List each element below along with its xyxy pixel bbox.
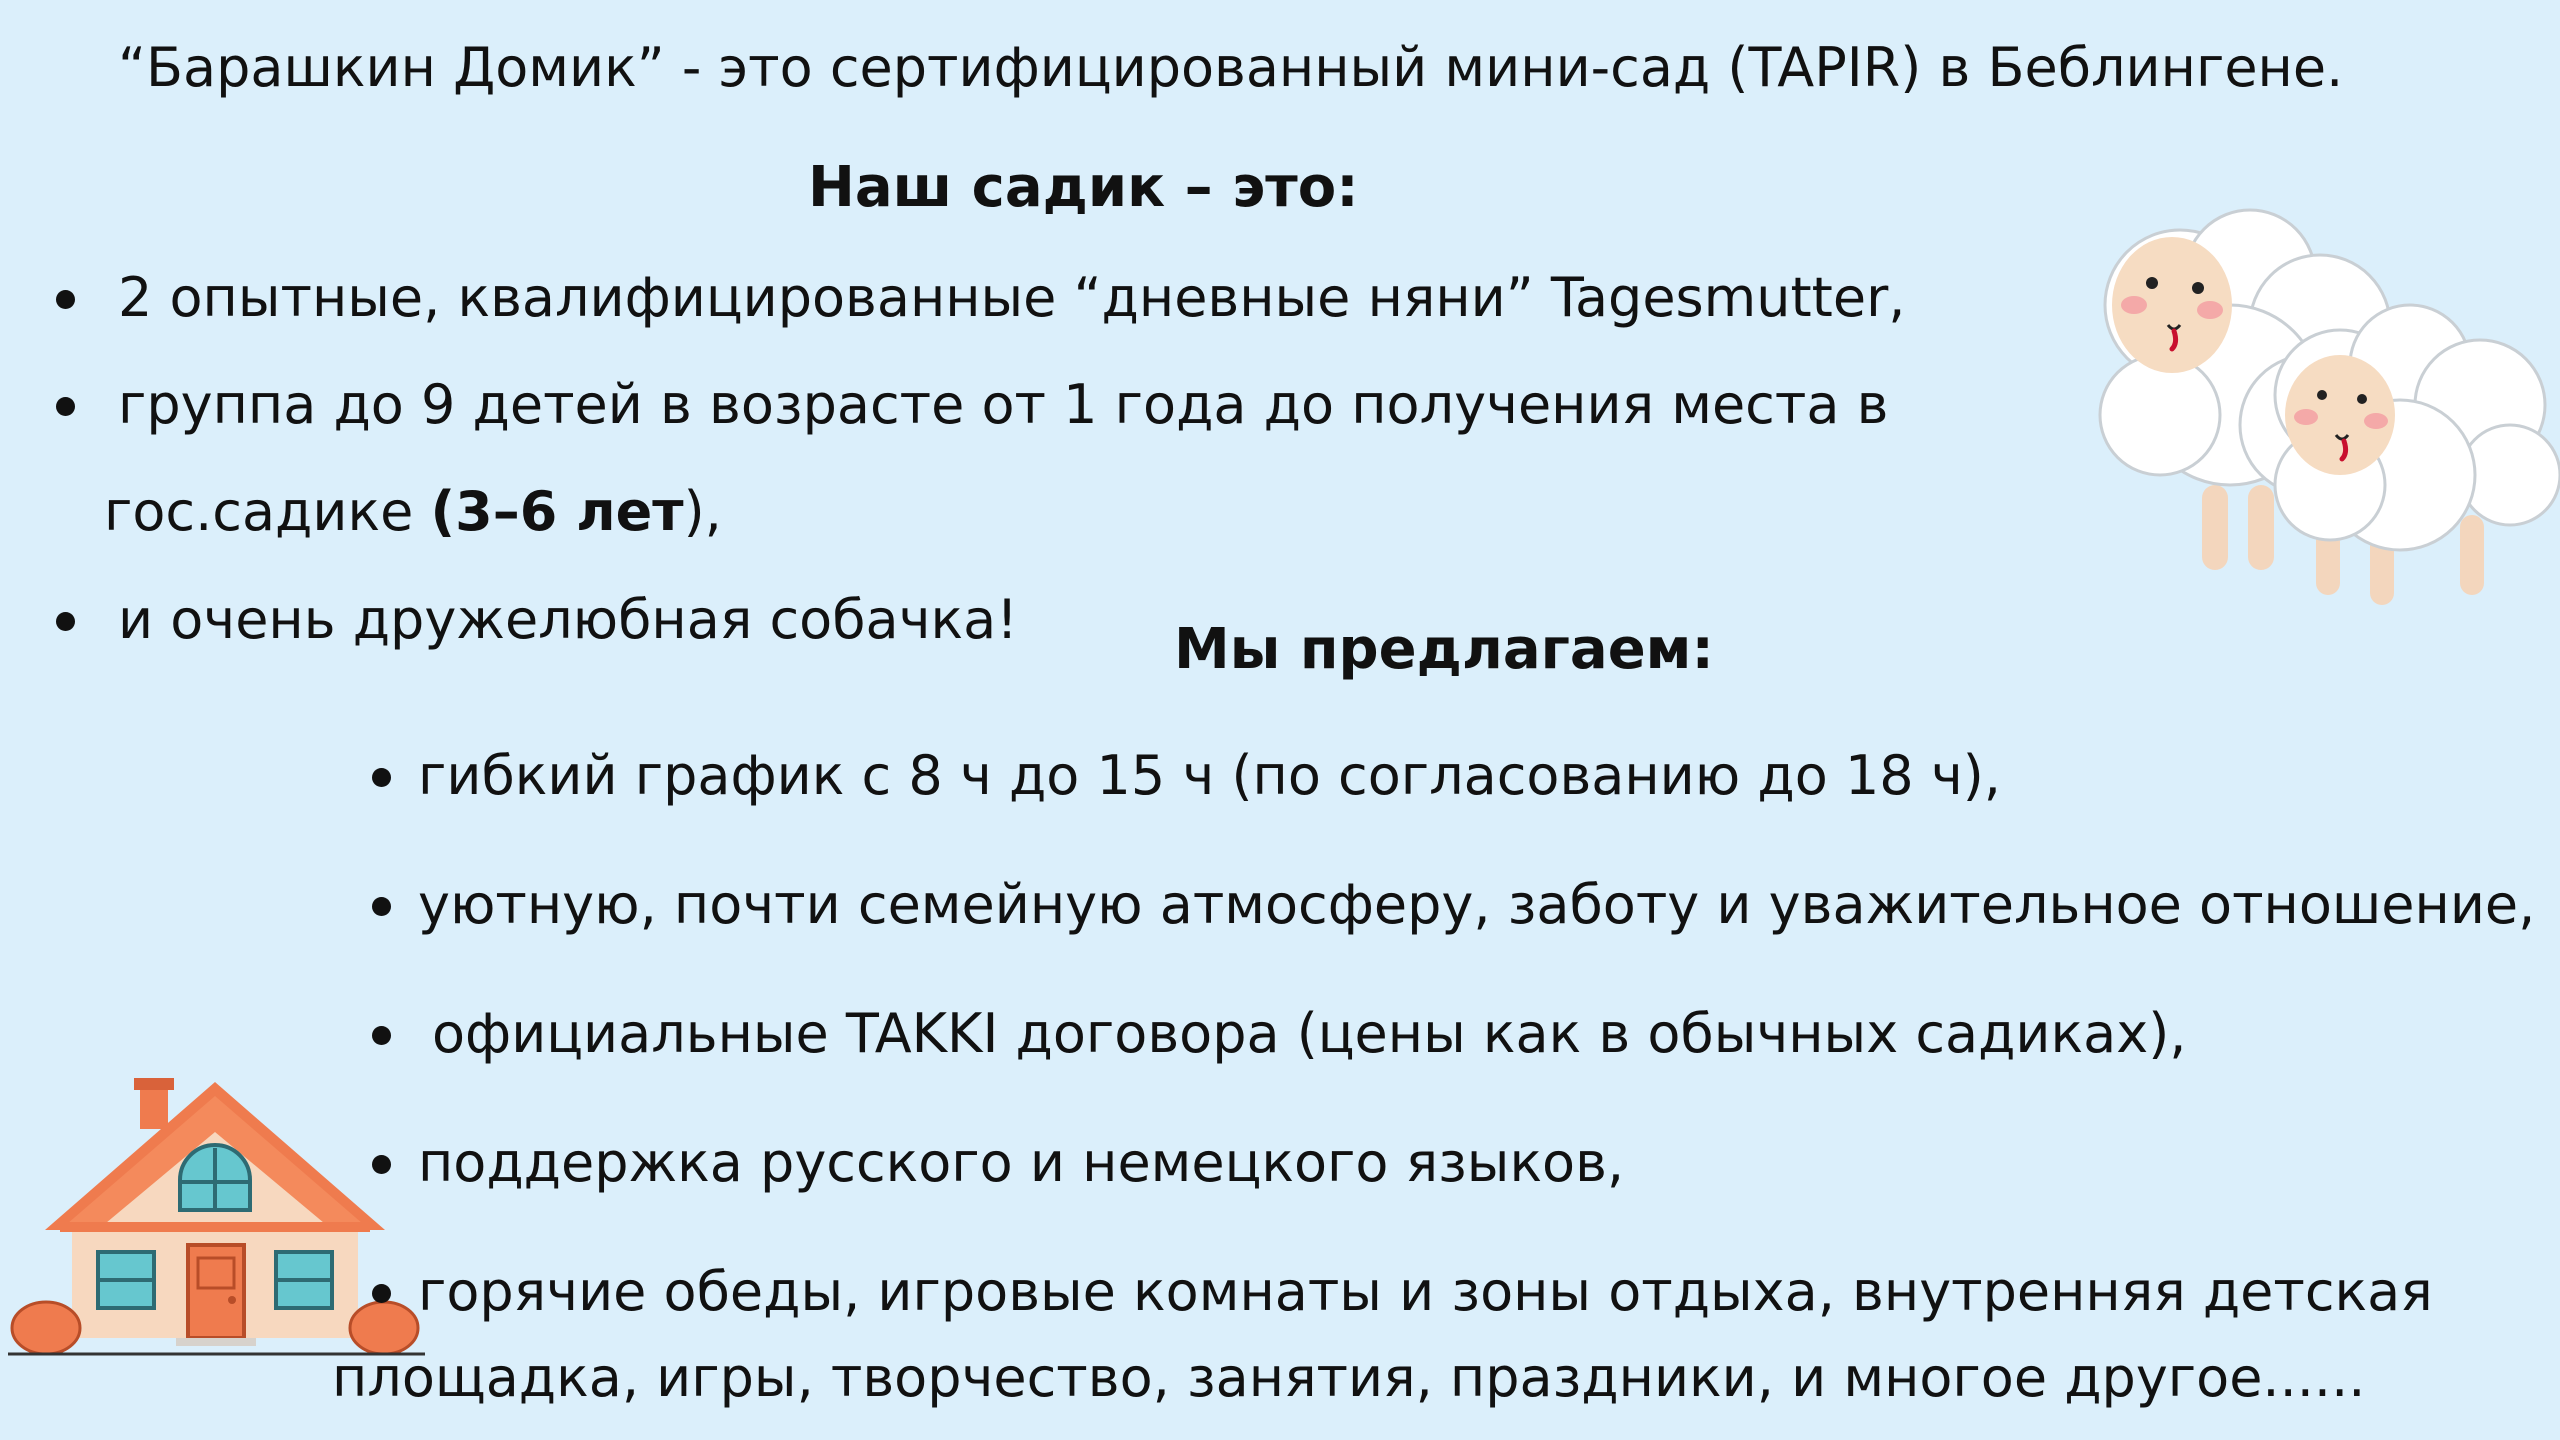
about-item-2-age-range: (3–6 лет [430,480,684,543]
bullet-marker [372,768,391,787]
bullet-marker [372,1284,391,1303]
about-item-2-line-2 [104,482,722,542]
offer-item-5: горячие обеды, игровые комнаты и зоны отдыха, внутренняя детская [418,1260,2433,1323]
about-item-2-line-1: группа до 9 детей в возрасте от 1 года до получения места в [118,373,1889,436]
offer-item-4: поддержка русского и немецкого языков, [418,1131,1625,1194]
bullet-marker [56,397,75,416]
bullet-marker [56,612,75,631]
about-item-2-suffix: ), [683,480,722,543]
sheep-pair-illustration [2070,185,2560,615]
offer-item-3: официальные TAKKI договора (цены как в обычных садиках), [432,1002,2187,1065]
offer-heading: Мы предлагаем: [1174,617,1714,682]
bullet-marker [372,897,391,916]
bullet-marker [56,290,75,309]
about-item-1: 2 опытные, квалифицированные “дневные няни” Tagesmutter, [118,266,1906,329]
offer-item-5-continuation: площадка, игры, творчество, занятия, праздники, и многое другое...... [332,1346,2366,1409]
offer-item-1: гибкий график с 8 ч до 15 ч (по согласованию до 18 ч), [418,744,2001,807]
about-item-3: и очень дружелюбная собачка! [118,588,1018,651]
about-item-2-prefix: гос.садике [104,480,431,543]
intro-text: “Барашкин Домик” - это сертифицированный мини-сад (TAPIR) в Беблингене. [118,36,2344,99]
offer-item-2: уютную, почти семейную атмосферу, заботу и уважительное отношение, [418,873,2536,936]
bullet-marker [372,1026,391,1045]
about-heading: Наш садик – это: [808,155,1359,220]
house-illustration [0,1070,430,1360]
